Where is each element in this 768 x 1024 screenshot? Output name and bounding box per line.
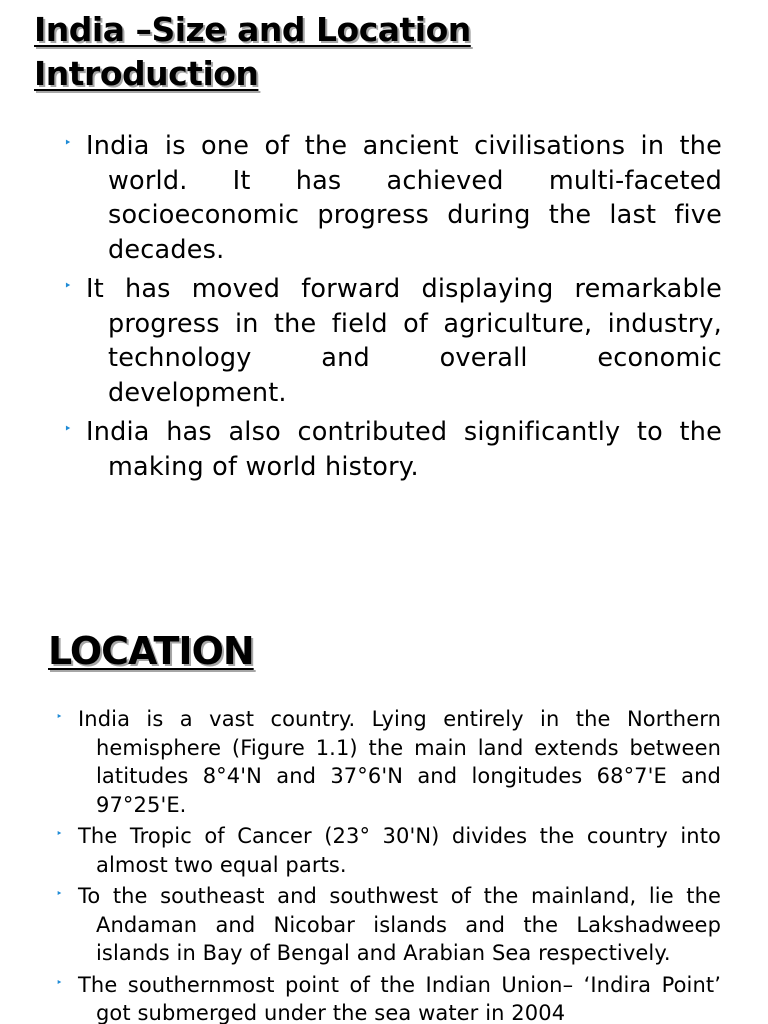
triangle-bullet-icon: ‣ (64, 136, 72, 151)
triangle-bullet-icon: ‣ (64, 279, 72, 294)
title-line-2: Introduction (34, 54, 259, 93)
triangle-bullet-icon: ‣ (56, 975, 63, 989)
bullet-item (56, 971, 721, 1024)
bullet-item (64, 129, 722, 267)
bullet-item (56, 705, 721, 819)
bullet-text: India is one of the ancient civilisations in the world. It has achieved multi-faceted socioeconomic progress during the last five decades. (86, 131, 722, 265)
bullet-item (64, 415, 722, 484)
bullet-item (56, 882, 721, 968)
bullet-text: The southernmost point of the Indian Union– ‘Indira Point’ got submerged under the sea water in 2004 (78, 972, 721, 1024)
bullet-text: India has also contributed significantly to the making of world history. (86, 417, 722, 482)
triangle-bullet-icon: ‣ (56, 887, 63, 900)
bullet-list (64, 129, 722, 489)
triangle-bullet-icon: ‣ (64, 422, 72, 437)
triangle-bullet-icon: ‣ (56, 827, 63, 840)
bullet-text: To the southeast and southwest of the mainland, lie the Andaman and Nicobar islands and the Lakshadweep islands in Bay of Bengal and Arabian Sea respectively. (78, 884, 721, 965)
slide-title: LOCATION (48, 629, 254, 673)
title-line-1: India –Size and Location (34, 10, 471, 49)
bullet-item (56, 822, 721, 879)
slide-location (0, 600, 768, 1024)
bullet-text: The Tropic of Cancer (23° 30'N) divides the country into almost two equal parts. (78, 824, 721, 877)
bullet-text: India is a vast country. Lying entirely in the Northern hemisphere (Figure 1.1) the main land extends between latitudes 8°4'N and 37°6'N and longitudes 68°7'E and 97°25'E. (78, 707, 721, 817)
bullet-text: It has moved forward displaying remarkable progress in the field of agriculture, industry, technology and overall economic development. (86, 274, 722, 408)
bullet-list (56, 705, 721, 1024)
bullet-item (64, 272, 722, 410)
slide-title (34, 8, 471, 96)
triangle-bullet-icon: ‣ (56, 710, 63, 723)
